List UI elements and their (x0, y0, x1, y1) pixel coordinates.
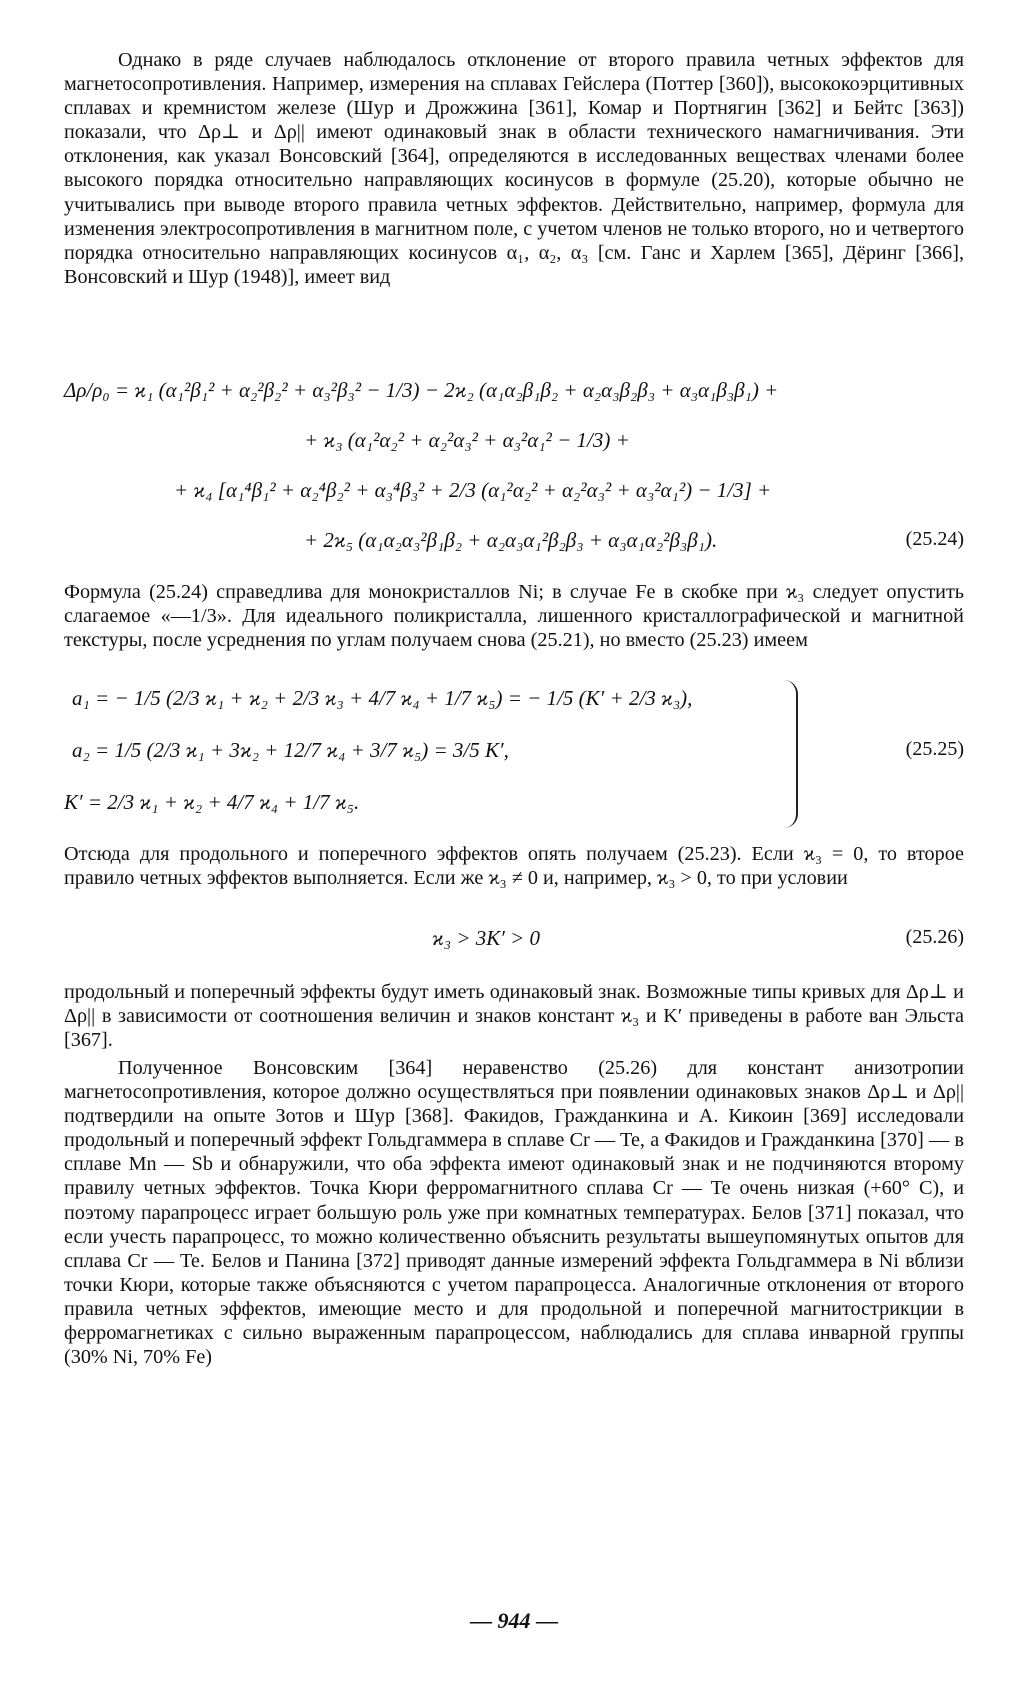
paragraph-3: Отсюда для продольного и поперечного эффектов опять получаем (25.23). Если ϰ₃ = 0, то второе правило четных эффектов выполняется. Если же ϰ₃ ≠ 0 и, например, ϰ₃ > 0, то при условии (64, 843, 964, 890)
right-brace (782, 680, 798, 828)
equation-number-25-25: (25.25) (905, 738, 964, 760)
page-number-text: 944 (497, 1608, 531, 1633)
equation-25-26 (64, 926, 964, 956)
equation-25-24 (64, 378, 964, 568)
dash-right: — (536, 1608, 558, 1633)
equation-25-25 (64, 680, 964, 830)
equation-25-24-line-4: + 2ϰ₅ (α₁α₂α₃²β₁β₂ + α₂α₃α₁²β₂β₃ + α₃α₁α₂²β₃β₁). (304, 528, 718, 552)
equation-25-24-line-2: + ϰ₃ (α₁²α₂² + α₂²α₃² + α₃²α₁² − 1/3) + (304, 428, 630, 452)
equation-25-24-line-1: Δρ/ρ₀ = ϰ₁ (α₁²β₁² + α₂²β₂² + α₃²β₃² − 1/3) − 2ϰ₂ (α₁α₂β₁β₂ + α₂α₃β₂β₃ + α₃α₁β₃β₁) + (64, 378, 779, 402)
equation-25-25-line-3: K′ = 2/3 ϰ₁ + ϰ₂ + 4/7 ϰ₄ + 1/7 ϰ₅. (64, 790, 360, 814)
paragraph-1: Однако в ряде случаев наблюдалось отклонение от второго правила четных эффектов для магнетосопротивления. Например, измерения на сплавах Гейслера (Поттер [360]), высококоэрцитивных сплавах и кремнистом железе (Шур и Дрожжина [361], Комар и Портнягин [362] и Бейтс [363]) показали, что Δρ⊥ и Δρ|| имеют одинаковый знак в области технического намагничивания. Эти отклонения, как указал Вонсовский [364], определяются в исследованных веществах членами более высокого порядка относительно направляющих косинусов в формуле (25.20), которые обычно не учитывались при выводе второго правила четных эффектов. Действительно, например, формула для изменения электросопротивления в магнитном поле, с учетом членов не только второго, но и четвертого порядка относительно направляющих косинусов α₁, α₂, α₃ [см. Ганс и Харлем [365], Дёринг [366], Вонсовский и Шур (1948)], имеет вид (64, 49, 964, 288)
paragraph-5: Полученное Вонсовским [364] неравенство (25.26) для констант анизотропии магнетосопротивления, которое должно осуществляться при появлении одинаковых знаков Δρ⊥ и Δρ|| подтвердили на опыте Зотов и Шур [368]. Факидов, Гражданкина и А. Кикоин [369] исследовали продольный и поперечный эффект Гольдгаммера в сплаве Cr — Te, а Факидов и Гражданкина [370] — в сплаве Mn — Sb и обнаружили, что оба эффекта имеют одинаковый знак и не подчиняются второму правилу четных эффектов. Точка Кюри ферромагнитного сплава Cr — Te очень низкая (+60° C), и поэтому парапроцесс играет большую роль уже при комнатных температурах. Белов [371] показал, что если учесть парапроцесс, то можно количественно объяснить результаты вышеупомянутых опытов для сплава Cr — Te. Белов и Панина [372] приводят данные измерений эффекта Гольдгаммера в Ni вблизи точки Кюри, которые также объясняются с учетом парапроцесса. Аналогичные отклонения от второго правила четных эффектов, имеющие место и для продольной и поперечной магнитострикции в ферромагнетиках с сильно выраженным парапроцессом, наблюдались для сплава инварной группы (30% Ni, 70% Fe) (64, 1057, 964, 1369)
equation-number-25-26: (25.26) (905, 926, 964, 948)
paragraph-2: Формула (25.24) справедлива для монокристаллов Ni; в случае Fe в скобке при ϰ₃ следует опустить слагаемое «—1/3». Для идеального поликристалла, лишенного кристаллографической и магнитной текстуры, после усреднения по углам получаем снова (25.21), но вместо (25.23) имеем (64, 581, 964, 652)
book-page (64, 48, 964, 1658)
equation-number-25-24: (25.24) (905, 528, 964, 550)
page-number (64, 1608, 964, 1634)
equation-25-24-line-3: + ϰ₄ [α₁⁴β₁² + α₂⁴β₂² + α₃⁴β₃² + 2/3 (α₁²α₂² + α₂²α₃² + α₃²α₁²) − 1/3] + (174, 478, 772, 502)
equation-25-25-line-2: a₂ = 1/5 (2/3 ϰ₁ + 3ϰ₂ + 12/7 ϰ₄ + 3/7 ϰ₅) = 3/5 K′, (72, 738, 509, 762)
paragraph-4: продольный и поперечный эффекты будут иметь одинаковый знак. Возможные типы кривых для Δρ⊥ и Δρ|| в зависимости от соотношения величин и знаков констант ϰ₃ и K′ приведены в работе ван Эльста [367]. (64, 981, 964, 1052)
equation-25-25-line-1: a₁ = − 1/5 (2/3 ϰ₁ + ϰ₂ + 2/3 ϰ₃ + 4/7 ϰ₄ + 1/7 ϰ₅) = − 1/5 (K′ + 2/3 ϰ₃), (72, 686, 693, 710)
dash-left: — (470, 1608, 492, 1633)
equation-25-26-expr: ϰ₃ > 3K′ > 0 (432, 926, 541, 950)
